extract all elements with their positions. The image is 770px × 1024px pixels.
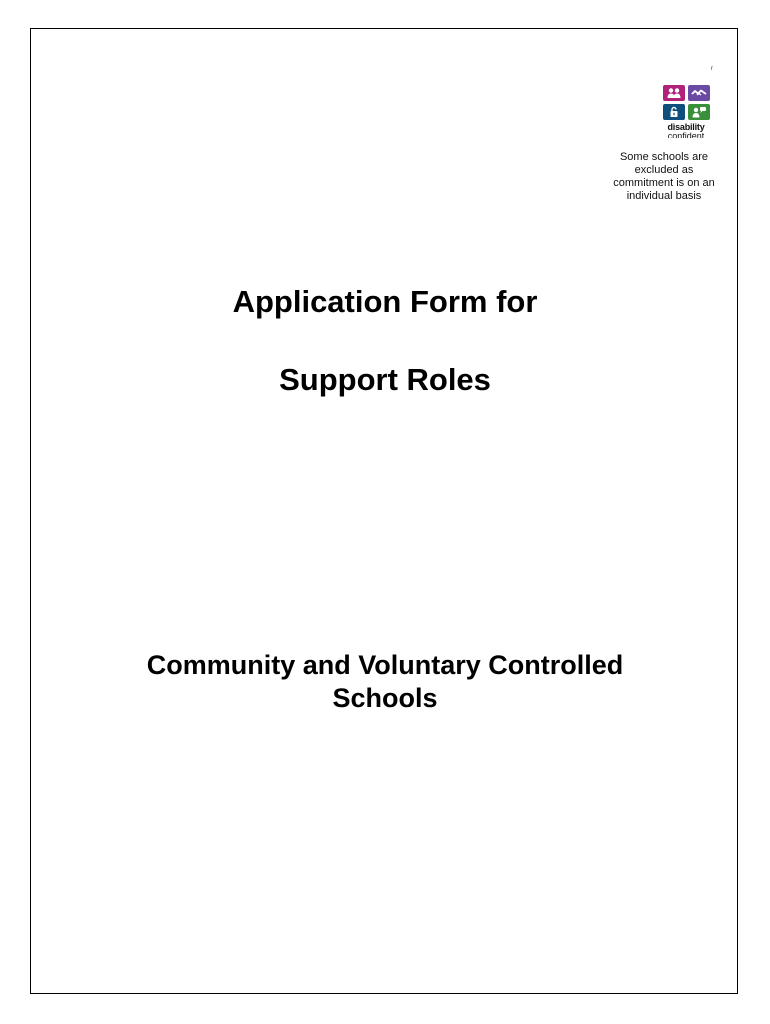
document-page (30, 28, 738, 994)
speech-person-icon (688, 104, 710, 120)
corner-mark: r (711, 66, 713, 72)
document-subtitle: Community and Voluntary Controlled Schools (146, 650, 624, 713)
disability-confident-logo (660, 85, 712, 138)
logo-note: Some schools are excluded as commitment is on an individual basis (613, 151, 715, 202)
unlock-icon (663, 104, 685, 120)
logo-word-disability: disability (667, 122, 705, 132)
logo-tiles (660, 85, 712, 120)
document-title-line-1: Application Form for (232, 284, 538, 319)
logo-word-confident: confident (667, 132, 705, 138)
handshake-icon (688, 85, 710, 101)
people-icon (663, 85, 685, 101)
document-title-line-2: Support Roles (279, 362, 491, 397)
